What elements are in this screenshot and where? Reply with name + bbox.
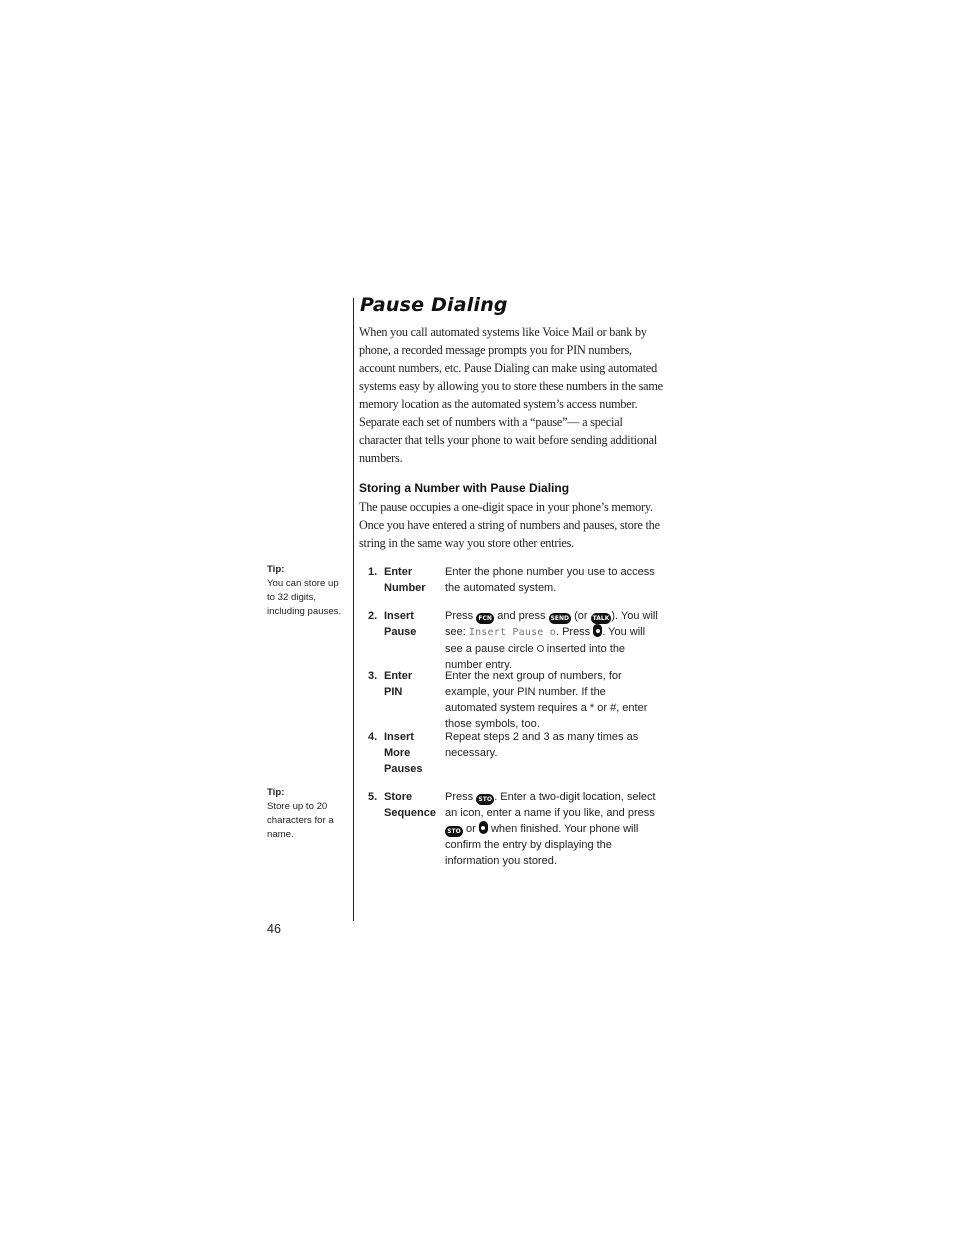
page-number: 46 (267, 922, 281, 936)
tip-label: Tip: (267, 564, 285, 575)
section-heading: Storing a Number with Pause Dialing (359, 481, 570, 495)
step-text: Press STO . Enter a two-digit location, select an icon, enter a name if you like, and press STO or when finished. Your phone will confirm the entry by displaying the information you stored. (445, 791, 656, 867)
pause-circle-icon (537, 645, 544, 652)
step-number: 5. (368, 791, 378, 803)
select-key-icon (593, 624, 602, 637)
tip-label: Tip: (267, 787, 285, 798)
intro-paragraph: When you call automated systems like Voice Mail or bank by phone, a recorded message prompts you for PIN numbers, account numbers, etc. Pause Dialing can make using automated systems easy by allowing you to store these numbers in the same memory location as the automated system’s access number. Separate each set of numbers with a “pause”— a special character that tells your phone to wait before sending additional numbers. (359, 325, 663, 465)
step-label: Store Sequence (384, 791, 436, 819)
step-number: 4. (368, 731, 378, 743)
step-number: 2. (368, 610, 378, 622)
page-title: Pause Dialing (360, 294, 508, 316)
sto-key-icon: STO (445, 826, 463, 837)
step-number: 1. (368, 566, 378, 578)
fcn-key-icon: FCN (476, 613, 494, 624)
display-text: Insert Pause o (468, 627, 556, 638)
step-text: Press FCN and press SEND (or TALK ). You will see: Insert Pause o. Press . You will see a pause circle inserted into the number entry. (445, 610, 658, 671)
tip-text: You can store up to 32 digits, including pauses. (267, 578, 342, 617)
select-key-icon (479, 821, 488, 834)
tip-storage-digits (267, 563, 347, 619)
step-label: Insert Pause (384, 610, 417, 638)
send-key-icon: SEND (550, 615, 570, 622)
step-text: Enter the phone number you use to access the automated system. (445, 566, 655, 594)
step-label: Enter Number (384, 566, 426, 594)
section-paragraph: The pause occupies a one-digit space in your phone’s memory. Once you have entered a string of numbers and pauses, store the string in the same way you store other entries. (359, 500, 660, 550)
margin-rule (353, 298, 354, 921)
tip-text: Store up to 20 characters for a name. (267, 801, 334, 840)
tip-name-characters (267, 786, 347, 842)
step-text: Enter the next group of numbers, for example, your PIN number. If the automated system requires a * or #, enter those symbols, too. (445, 670, 648, 730)
step-text: Repeat steps 2 and 3 as many times as necessary. (445, 731, 639, 759)
step-number: 3. (368, 670, 378, 682)
step-label: Enter PIN (384, 670, 413, 698)
talk-key-icon: TALK (592, 615, 610, 622)
sto-key-icon: STO (476, 794, 494, 805)
step-label: Insert More Pauses (384, 731, 423, 775)
